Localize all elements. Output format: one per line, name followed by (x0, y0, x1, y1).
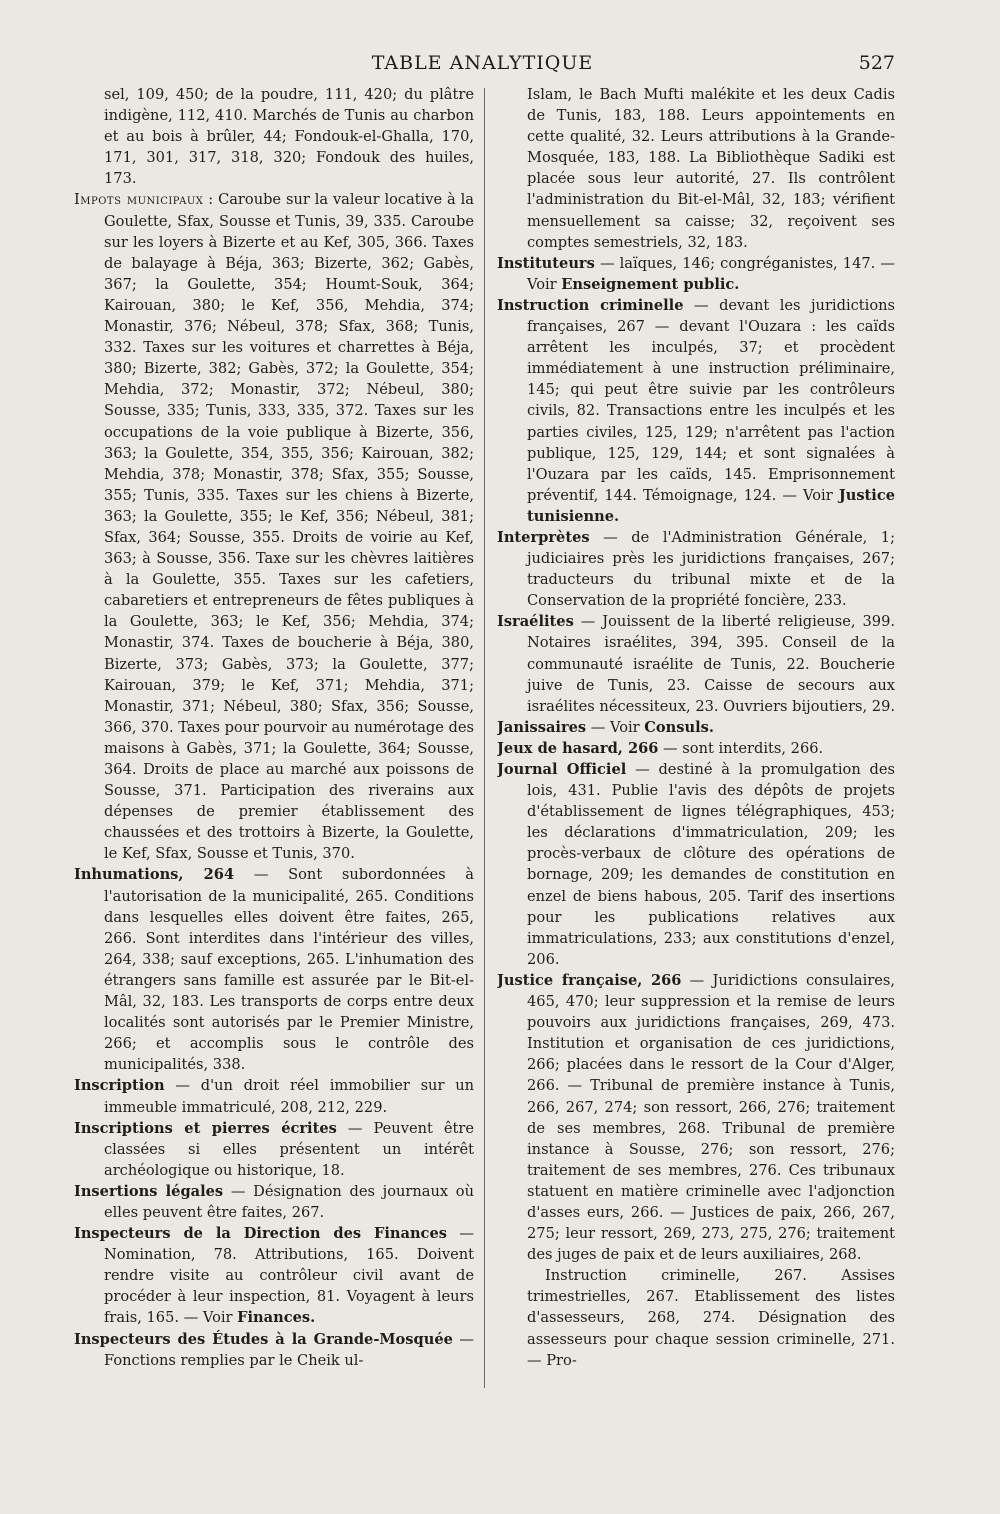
entry-text: Islam, le Bach Mufti malékite et les deux Cadis de Tunis, 183, 188. Leurs appointements en cette qualité, 32. Leurs attributions à la Grande-Mosquée, 183, 188. La Bibliothèque Sadiki est placée sous leur autorité, 27. Ils contrôlent l'administration du Bit-el-Mâl, 32, 183; vérifient mensuellement sa caisse; 32, reçoivent ses comptes semestriels, 32, 183. (527, 86, 895, 251)
index-entry (74, 1223, 474, 1328)
entry-headword: Impots municipaux (74, 191, 204, 209)
entry-text: — devant les juridictions françaises, 267 — devant l'Ouzara : les caïds arrêtent les inculpés, 37; et procèdent immédiatement à une instruction préliminaire, 145; qui peut être suivie par les contrôleurs civils, 82. Transactions entre les inculpés et les parties civiles, 125, 129; n'arrêtent pas l'action publique, 125, 129, 144; et sont signalées à l'Ouzara par les caïds, 145. Emprisonnement préventif, 144. Témoignage, 124. — Voir (527, 296, 895, 504)
index-entry-continuation (497, 84, 895, 253)
entry-text: — Nomination, 78. Attributions, 165. Doivent rendre visite au contrôleur civil avant de procéder à leur inspection, 81. Voyagent à leurs frais, 165. — Voir (104, 1225, 474, 1327)
entry-headword: Janissaires (497, 718, 587, 736)
index-entry (497, 295, 895, 527)
entry-text: — d'un droit réel immobilier sur un immeuble immatriculé, 208, 212, 229. (104, 1077, 474, 1116)
page-header (70, 52, 895, 80)
page-number: 527 (858, 52, 895, 74)
entry-headword: Inspecteurs des Études à la Grande-Mosquée (74, 1330, 453, 1348)
index-entry (497, 738, 895, 759)
index-entry (74, 189, 474, 864)
index-entry (497, 611, 895, 716)
index-entry (497, 253, 895, 295)
entry-headword: Inhumations, 264 (74, 866, 235, 884)
index-entry (74, 864, 474, 1075)
entry-paragraph (497, 1265, 895, 1370)
entry-text: — Peuvent être classées si elles présentent un intérêt archéologique ou historique, 18. (104, 1119, 474, 1179)
entry-headword: Israélites (497, 613, 574, 631)
cross-reference: Consuls. (644, 718, 714, 736)
cross-reference: Finances. (237, 1309, 316, 1327)
index-entry (497, 717, 895, 738)
entry-text: — sont interdits, 266. (658, 739, 824, 757)
left-column (74, 84, 474, 1404)
index-entry (74, 1075, 474, 1117)
entry-text: Instruction criminelle, 267. Assises trimestrielles, 267. Etablissement des listes d'assesseurs, 268, 274. Désignation des assesseurs pour chaque session criminelle, 271. — Pro- (527, 1267, 895, 1369)
index-entry (74, 1181, 474, 1223)
entry-headword: Inscription (74, 1077, 165, 1095)
entry-text: — destiné à la promulgation des lois, 431. Publie l'avis des dépôts de projets d'établissement de lignes télégraphiques, 453; les déclarations d'immatriculation, 209; les procès-verbaux de clôture des opérations de bornage, 209; les demandes de constitution en enzel de biens habous, 205. Tarif des insertions pour les publications relatives aux immatriculations, 233; aux constitutions d'enzel, 206. (527, 761, 895, 968)
entry-headword: Inspecteurs de la Direction des Finances (74, 1225, 447, 1243)
entry-text: — Désignation des journaux où elles peuvent être faites, 267. (104, 1182, 474, 1221)
entry-text: — Jouissent de la liberté religieuse, 399. Notaires israélites, 394, 395. Conseil de la communauté israélite de Tunis, 22. Boucherie juive de Tunis, 23. Caisse de secours aux israélites nécessiteux, 23. Ouvriers bijoutiers, 29. (527, 613, 895, 715)
entry-text: — Fonctions remplies par le Cheik ul- (104, 1330, 474, 1369)
entry-headword: Jeux de hasard, 266 (497, 739, 659, 757)
entry-headword: Justice française, 266 (497, 971, 682, 989)
entry-text: — laïques, 146; congréganistes, 147. — Voir (527, 254, 895, 293)
entry-headword: Insertions légales (74, 1182, 224, 1200)
cross-reference: Justice tunisienne. (527, 486, 895, 525)
index-entry-continuation (74, 84, 474, 189)
index-entry (497, 970, 895, 1265)
entry-headword: Journal Officiel (497, 761, 627, 778)
entry-headword: Instruction criminelle (497, 296, 684, 314)
entry-text: — Sont subordonnées à l'autorisation de la municipalité, 265. Conditions dans lesquelles elles doivent être faites, 265, 266. Sont interdites dans l'intérieur des villes, 264, 338; sauf exceptions, 265. L'inhumation des étrangers sans famille est assurée par le Bit-el-Mâl, 32, 183. Les transports de corps entre deux localités sont autorisés par le Premier Ministre, 266; et accomplis sous le contrôle des municipalités, 338. (104, 866, 474, 1074)
index-entry (74, 1118, 474, 1181)
index-entry (497, 527, 895, 611)
right-column (497, 84, 895, 1404)
entry-text: : Caroube sur la valeur locative à la Goulette, Sfax, Sousse et Tunis, 39, 335. Caroube sur les loyers à Bizerte et au Kef, 305, 366. Taxes de balayage à Béja, 363; Bizerte, 362; Gabès, 367; la Goulette, 354; Houmt-Souk, 364; Kairouan, 380; le Kef, 356, Mehdia, 374; Monastir, 376; Nébeul, 378; Sfax, 368; Tunis, 332. Taxes sur les voitures et charrettes à Béja, 380; Bizerte, 382; Gabès, 372; la Goulette, 354; Mehdia, 372; Monastir, 372; Nébeul, 380; Sousse, 335; Tunis, 333, 335, 372. Taxes sur les occupations de la voie publique à Bizerte, 356, 363; la Goulette, 354, 355, 356; Kairouan, 382; Mehdia, 378; Monastir, 378; Sfax, 355; Sousse, 355; Tunis, 335. Taxes sur les chiens à Bizerte, 363; la Goulette, 355; le Kef, 356; Nébeul, 381; Sfax, 364; Sousse, 355. Droits de voirie au Kef, 363; à Sousse, 356. Taxe sur les chèvres laitières à la Goulette, 355. Taxes sur les cafetiers, cabaretiers et entrepreneurs de fêtes publiques à la Goulette, 363; le Kef, 356; Mehdia, 374; Monastir, 374. Taxes de boucherie à Béja, 380, Bizerte, 373; Gabès, 373; la Goulette, 377; Kairouan, 379; le Kef, 371; Mehdia, 371; Monastir, 371; Nébeul, 380; Sfax, 356; Sousse, 366, 370. Taxes pour pourvoir au numérotage des maisons à Gabès, 371; la Goulette, 364; Sousse, 364. Droits de place au marché aux poissons de Sousse, 371. Participation des riverains aux dépenses de premier établissement des chaussées et des trottoirs à Bizerte, la Goulette, le Kef, Sfax, Sousse et Tunis, 370. (104, 191, 474, 863)
running-title: TABLE ANALYTIQUE (371, 52, 594, 74)
entry-headword: Interprètes (497, 528, 590, 546)
entry-text: — Juridictions consulaires, 465, 470; leur suppression et la remise de leurs pouvoirs aux juridictions françaises, 269, 473. Institution et organisation de ces juridictions, 266; placées dans le ressort de la Cour d'Alger, 266. — Tribunal de première instance à Tunis, 266, 267, 274; son ressort, 266, 276; traitement de ses membres, 268. Tribunal de première instance à Sousse, 276; son ressort, 276; traitement de ses membres, 276. Ces tribunaux statuent en matière criminelle avec l'adjonction d'asses eurs, 266. — Justices de paix, 266, 267, 275; leur ressort, 269, 273, 275, 276; traitement des juges de paix et de leurs auxiliaires, 268. (527, 971, 895, 1264)
index-entry (497, 759, 895, 970)
entry-text: — Voir (586, 718, 645, 736)
entry-text: — de l'Administration Générale, 1; judiciaires près les juridictions françaises, 267; traducteurs du tribunal mixte et de la Conservation de la propriété foncière, 233. (527, 528, 895, 610)
entry-headword: Inscriptions et pierres écrites (74, 1119, 337, 1137)
entry-text: sel, 109, 450; de la poudre, 111, 420; du plâtre indigène, 112, 410. Marchés de Tunis au charbon et au bois à brûler, 44; Fondouk-el-Ghalla, 170, 171, 301, 317, 318, 320; Fondouk des huiles, 173. (104, 86, 474, 188)
cross-reference: Enseignement public. (561, 275, 740, 293)
entry-headword: Instituteurs (497, 254, 595, 272)
column-rule (484, 88, 485, 1388)
index-entry (74, 1329, 474, 1371)
